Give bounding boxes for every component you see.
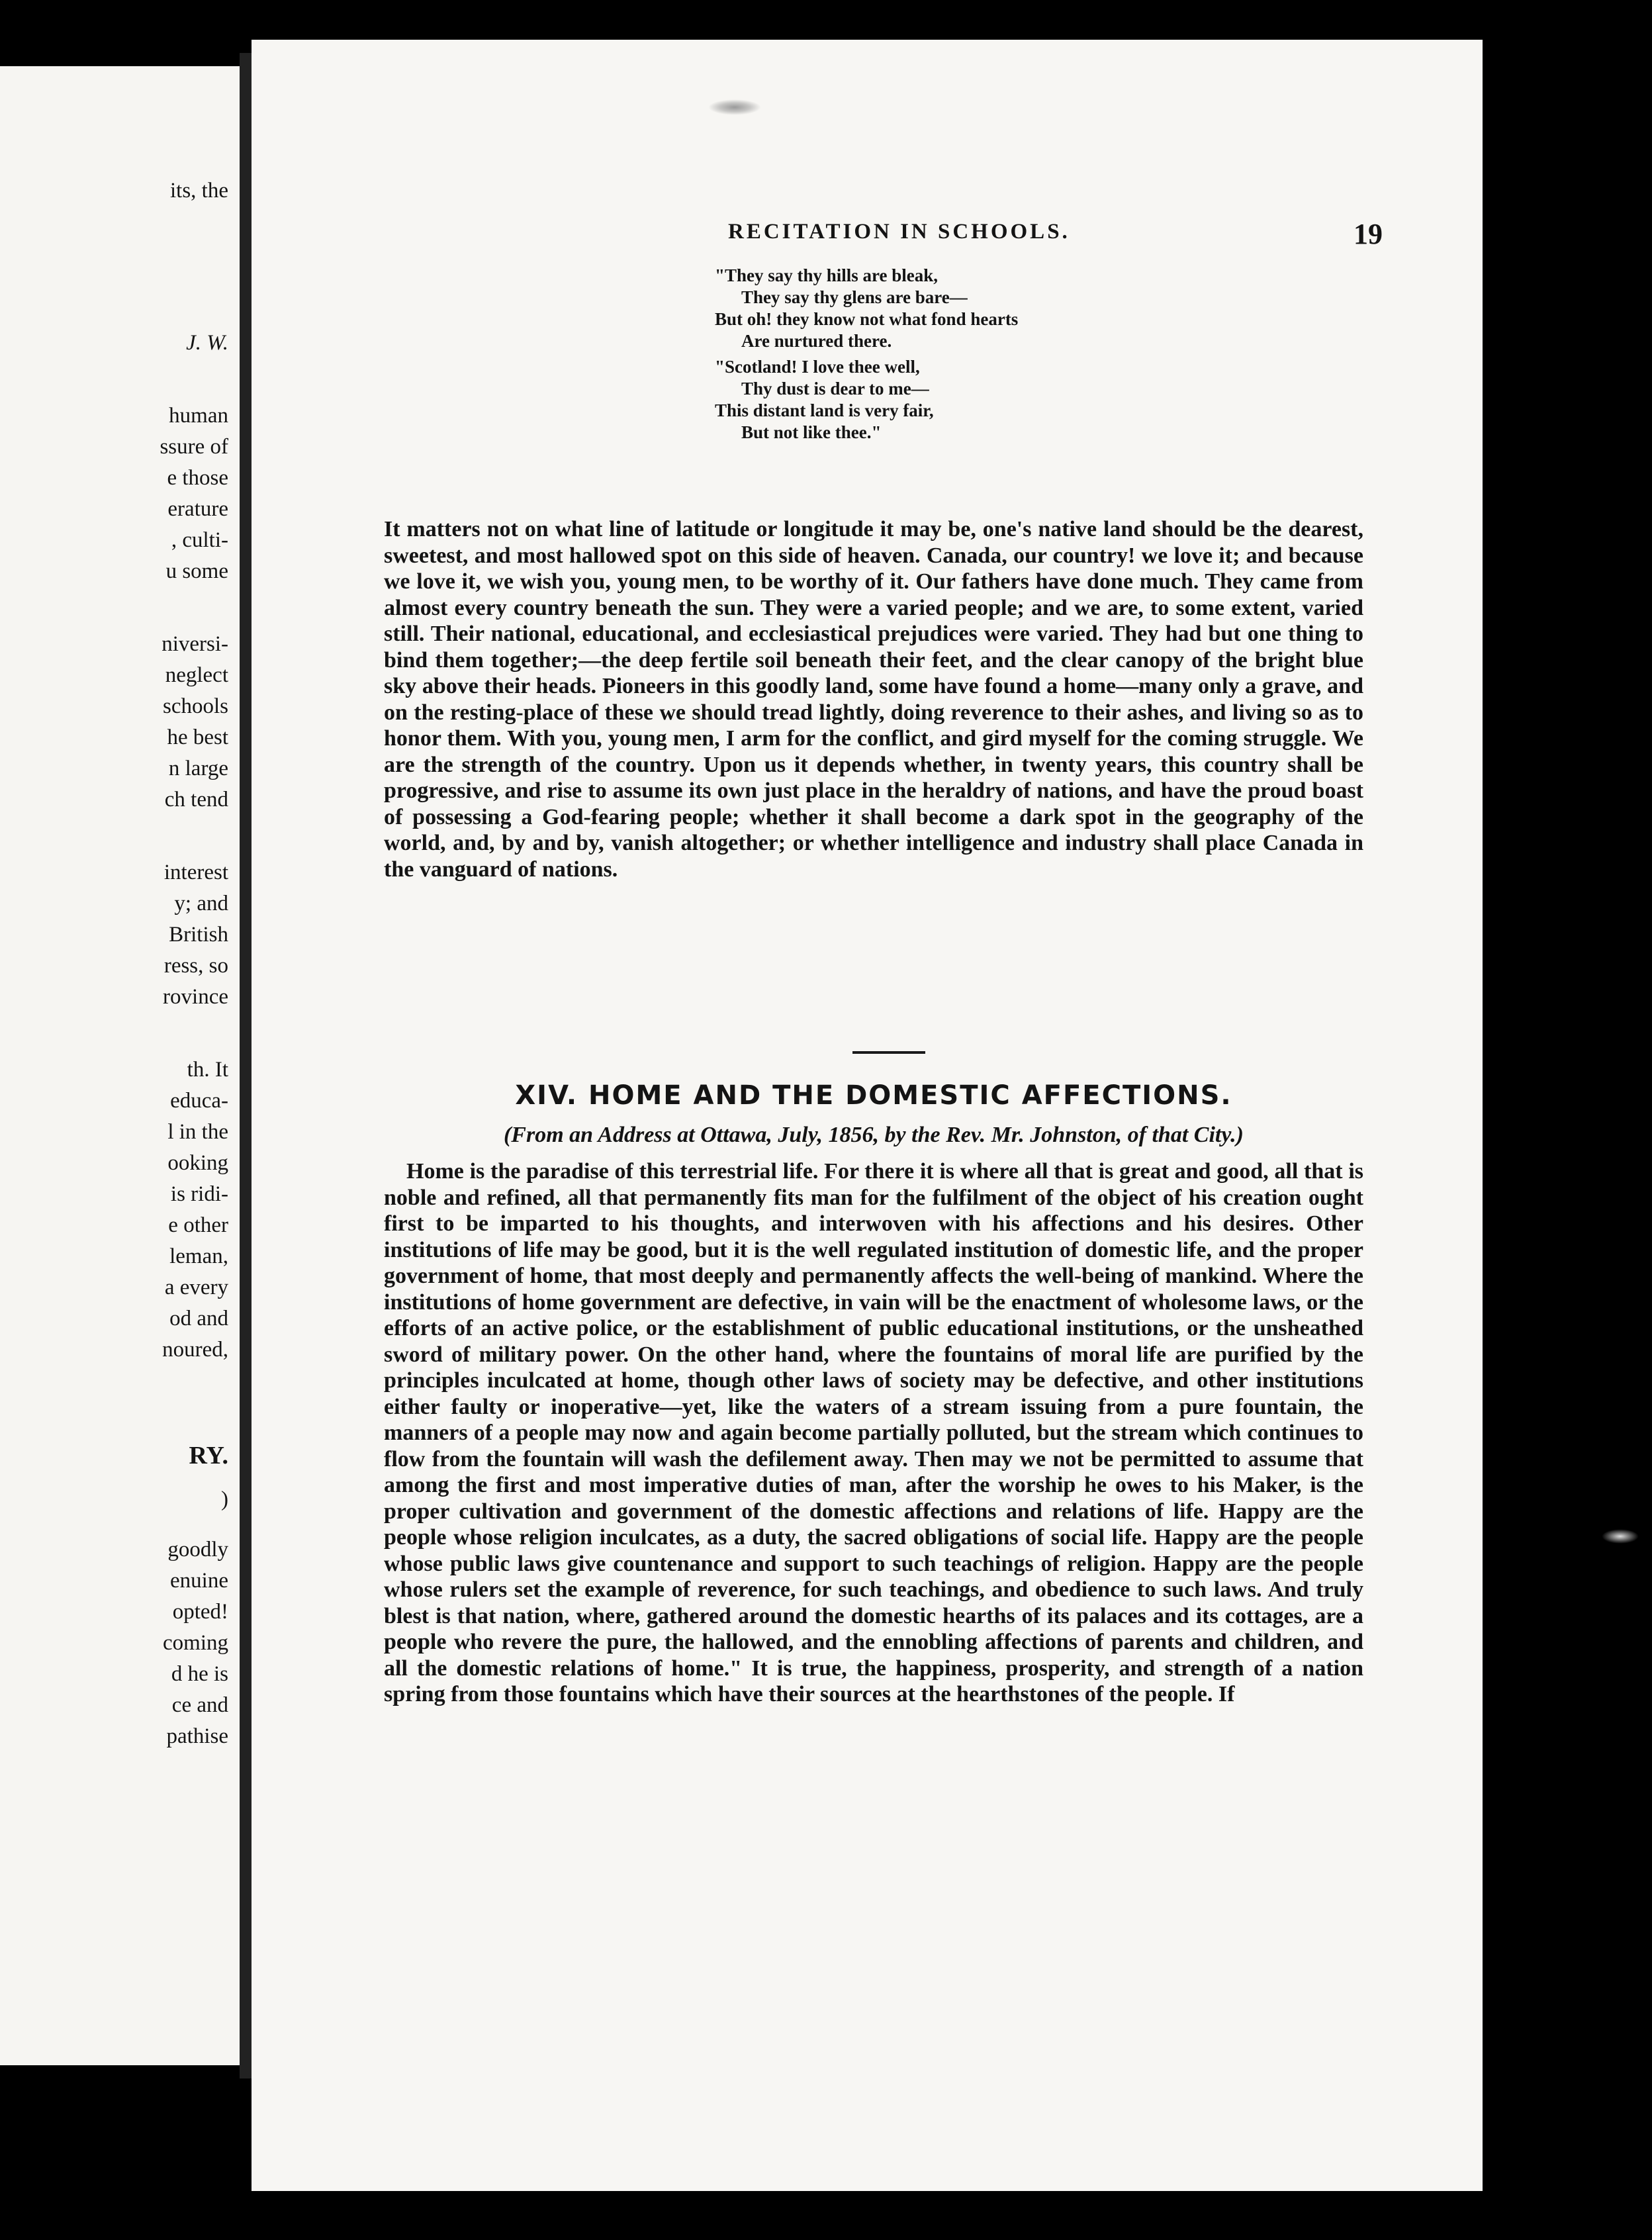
poem-stanza bbox=[715, 356, 1178, 443]
left-page-text-fragment: J. W. bbox=[186, 331, 228, 355]
poem-line: "They say thy hills are bleak, bbox=[715, 265, 939, 285]
page-number: 19 bbox=[1354, 218, 1383, 250]
poem-line: Are nurtured there. bbox=[741, 331, 892, 351]
left-page-text-fragment: rovince bbox=[163, 985, 228, 1009]
left-page-text-fragment: ress, so bbox=[163, 954, 228, 978]
left-page-text-fragment: a every bbox=[164, 1276, 228, 1299]
left-page-text-fragment: u some bbox=[165, 559, 228, 583]
left-page-text-fragment: he best bbox=[167, 725, 228, 749]
poem-stanza bbox=[715, 265, 1178, 352]
left-page-text-fragment: its, the bbox=[170, 179, 228, 203]
left-page-text-fragment: od and bbox=[169, 1307, 228, 1330]
section-source-note: (From an Address at Ottawa, July, 1856, by the Rev. Mr. Johnston, of that City.) bbox=[503, 1123, 1244, 1147]
left-page-text-fragment: goodly bbox=[167, 1538, 228, 1562]
left-page-text-fragment: opted! bbox=[172, 1600, 228, 1624]
left-page-text-fragment: coming bbox=[163, 1631, 228, 1655]
left-page-text-fragment: erature bbox=[167, 497, 228, 521]
left-page-text-fragment: ooking bbox=[167, 1151, 228, 1175]
left-page-text-fragment: British bbox=[169, 923, 228, 947]
left-page-text-fragment: human bbox=[169, 404, 228, 428]
left-page-text-fragment: interest bbox=[163, 861, 228, 884]
left-page-text-fragment: leman, bbox=[169, 1244, 228, 1268]
left-page-text-fragment: schools bbox=[163, 694, 228, 718]
left-page-text-fragment: e other bbox=[168, 1213, 228, 1237]
paragraph-home: Home is the paradise of this terrestrial life. For there it is where all that is great and good, all that is noble and refined, all that permanently fits man for the fulfilment of the object of his creation ought first to be imparted to his thoughts, and interwoven with his affections and his desires. Other institutions of life may be good, but it is the well regulated institution of domestic life, and the proper government of home, that most deeply and permanently affects the well-being of mankind. Where the institutions of home government are defective, in vain will be the enactment of wholesome laws, or the efforts of an active police, or the establishment of public educational institutions, or the unsheathed sword of military power. On the other hand, where the fountains of moral life are purified by the principles inculcated at home, though other laws of society may be defective, and other institutions either faulty or inoperative—yet, like the waters of a stream issuing from a pure fountain, the manners of a people may now and again become partially polluted, but the stream which continues to flow from the fountain will wash the defilement away. Then may we not be permitted to assume that among the first and most imperative duties of man, after the worship he owes to his Maker, is the proper cultivation and government of the domestic affections and relations of life. Happy are the people whose religion inculcates, as a duty, the sacred obligations of social life. Happy are the people whose public laws give countenance and support to such teachings of religion. Happy are the people whose rulers set the example of reverence, for such teachings, and obedience to such laws. And truly blest is that nation, where, gathered around the domestic hearths of its palaces and its cottages, are a people who revere the pure, the hallowed, and the ennobling affections of parents and children, and all the domestic relations of home." It is true, the happiness, prosperity, and strength of a nation spring from those fountains which have their sources at the hearthstones of the people. If bbox=[384, 1159, 1363, 1706]
left-page-text-fragment: ) bbox=[221, 1487, 228, 1511]
scan-artifact bbox=[1602, 1529, 1639, 1544]
left-page-text-fragment: n large bbox=[168, 757, 228, 780]
left-page-text-fragment: niversi- bbox=[161, 632, 228, 656]
left-page-text-fragment: noured, bbox=[162, 1338, 228, 1362]
poem-quotation bbox=[715, 265, 1178, 447]
running-head: RECITATION IN SCHOOLS. bbox=[728, 220, 1070, 244]
poem-line: Thy dust is dear to me— bbox=[741, 379, 929, 398]
poem-line: They say thy glens are bare— bbox=[741, 287, 968, 307]
left-page-text-fragment: l in the bbox=[167, 1120, 228, 1144]
poem-line: But not like thee." bbox=[741, 422, 882, 442]
left-page-text-fragment: RY. bbox=[189, 1442, 228, 1470]
book-gutter bbox=[240, 53, 252, 2078]
section-heading: XIV. HOME AND THE DOMESTIC AFFECTIONS. bbox=[515, 1080, 1232, 1111]
left-page-text-fragment: educa- bbox=[170, 1089, 228, 1113]
left-page-text-fragment: pathise bbox=[166, 1724, 228, 1748]
poem-line: "Scotland! I love thee well, bbox=[715, 357, 920, 377]
section-divider bbox=[852, 1051, 925, 1054]
left-page-text-fragment: enuine bbox=[170, 1569, 228, 1593]
left-page-text-fragment: e those bbox=[167, 466, 228, 490]
poem-line: This distant land is very fair, bbox=[715, 400, 934, 420]
poem-line: But oh! they know not what fond hearts bbox=[715, 309, 1019, 329]
left-page-text-fragment: d he is bbox=[171, 1662, 228, 1686]
left-page-text-fragment: ssure of bbox=[160, 435, 228, 459]
paragraph-canada: It matters not on what line of latitude or longitude it may be, one's native land should be the dearest, sweetest, and most hallowed spot on this side of heaven. Canada, our country! we love it; and because we love it, we wish you, young men, to be worthy of it. Our fathers have done much. They came from almost every country beneath the sun. They were a varied people; and we are, to some extent, varied still. Their national, educational, and ecclesiastical prejudices were varied. They had but one thing to bind them together;—the deep fertile soil beneath their feet, and the clear canopy of the bright blue sky above their heads. Pioneers in this goodly land, some have found a home—many only a grave, and on the resting-place of these we should tread lightly, doing reverence to their ashes, and living so as to honor them. With you, young men, I arm for the conflict, and gird myself for the coming struggle. We are the strength of the country. Upon us it depends whether, in twenty years, this country shall be progressive, and rise to assume its own just place in the heraldry of nations, and have the proud boast of possessing a God-fearing people; whether it shall become a dark spot in the geography of the world, and, by and by, vanish altogether; or whether intelligence and industry shall place Canada in the vanguard of nations. bbox=[384, 517, 1363, 882]
right-page bbox=[252, 40, 1483, 2191]
left-page-text-fragment: y; and bbox=[174, 892, 228, 915]
left-page-text-fragment: neglect bbox=[165, 663, 228, 687]
left-page-text-fragment: , culti- bbox=[171, 528, 228, 552]
left-page-text-fragment: ch tend bbox=[164, 788, 228, 812]
left-page-fragment bbox=[0, 66, 240, 2065]
paper-speck bbox=[708, 99, 761, 115]
left-page-text-fragment: th. It bbox=[187, 1058, 228, 1082]
left-page-text-fragment: is ridi- bbox=[170, 1182, 228, 1206]
left-page-text-fragment: ce and bbox=[171, 1693, 228, 1717]
